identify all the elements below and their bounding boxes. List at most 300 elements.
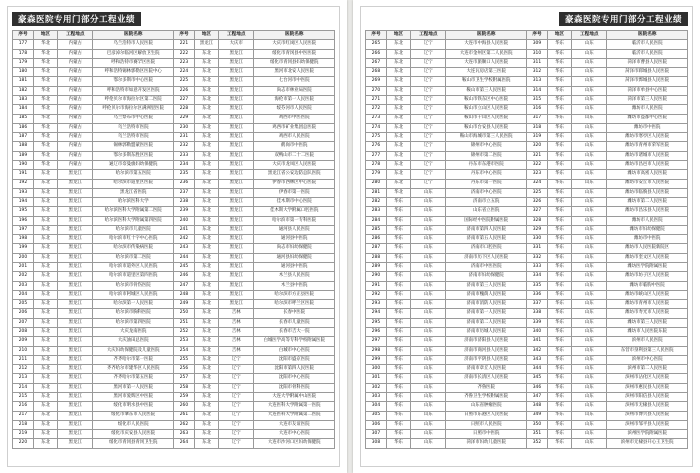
table-row [366,355,688,364]
table-row [366,225,688,234]
left-table-body [13,40,335,448]
cell-hospital: 鞍山市台安县人民医院 [446,123,527,132]
cell-hospital: 菏泽市第三人民医院 [607,95,688,104]
cell-no: 291 [366,281,387,290]
cell-hospital: 伊春市西林区中心医院 [254,179,335,188]
cell-hospital: 呼伦贝尔市海拉尔区第二医院 [93,95,174,104]
cell-no: 230 [173,123,194,132]
cell-region: 东北 [194,244,218,253]
cell-hospital: 鄂尔多斯市中心医院 [93,77,174,86]
cell-hospital: 大庆市龙凤区人民医院 [254,160,335,169]
cell-region: 华东 [547,198,571,207]
cell-hospital: 绥化市庆安县人民医院 [93,430,174,439]
cell-no: 285 [366,225,387,234]
cell-no: 201 [13,263,34,272]
cell-no: 250 [173,309,194,318]
cell-region: 东北 [386,86,410,95]
cell-no: 287 [366,244,387,253]
cell-no: 223 [173,58,194,67]
cell-site: 山东 [411,216,446,225]
cell-site: 山东 [411,281,446,290]
cell-hospital: 齐鲁卫生学校附属医院 [446,392,527,401]
cell-region: 华东 [547,300,571,309]
cell-region: 华东 [386,355,410,364]
cell-hospital: 呼和浩特市赛罕区医院 [93,58,174,67]
cell-no: 348 [526,402,547,411]
cell-no: 262 [173,420,194,429]
cell-site: 黑龙江 [58,337,93,346]
cell-hospital: 哈尔滨市第一专科医院 [254,216,335,225]
cell-region: 东北 [194,263,218,272]
cell-hospital: 大连市中海县人民医院 [446,40,527,49]
cell-no: 209 [13,337,34,346]
cell-site: 辽宁 [219,402,254,411]
cell-no: 318 [526,123,547,132]
cell-hospital: 济南市商河县人民医院 [446,346,527,355]
cell-site: 山东 [572,133,607,142]
cell-no: 276 [366,142,387,151]
cell-hospital: 黑龙江省公安边防总队医院 [254,170,335,179]
cell-region: 东北 [33,188,57,197]
cell-site: 黑龙江 [58,253,93,262]
cell-site: 黑龙江 [219,86,254,95]
table-row [366,263,688,272]
cell-region: 华东 [547,49,571,58]
cell-region: 华东 [547,58,571,67]
cell-site: 辽宁 [219,355,254,364]
cell-site: 山东 [411,207,446,216]
cell-site: 黑龙江 [219,281,254,290]
cell-site: 山东 [572,40,607,49]
cell-no: 346 [526,383,547,392]
cell-no: 314 [526,86,547,95]
cell-region: 黑龙江 [194,40,218,49]
cell-region: 华东 [547,133,571,142]
cell-site: 内蒙古 [58,95,93,104]
cell-no: 233 [173,151,194,160]
cell-site: 黑龙江 [219,290,254,299]
cell-region: 华东 [386,290,410,299]
cell-no: 202 [13,272,34,281]
cell-site: 山东 [572,151,607,160]
cell-region: 东北 [194,392,218,401]
cell-region: 华东 [547,95,571,104]
cell-no: 241 [173,225,194,234]
cell-site: 辽宁 [219,383,254,392]
cell-hospital: 山东省立医院 [446,207,527,216]
cell-hospital: 双鸭山市二十二医院 [254,151,335,160]
cell-site: 黑龙江 [219,207,254,216]
cell-hospital: 通河县人民医院 [254,225,335,234]
table-row [366,328,688,337]
cell-region: 华北 [33,142,57,151]
cell-no: 300 [366,365,387,374]
cell-site: 黑龙江 [58,383,93,392]
col-no-2: 序号 [173,31,194,40]
cell-hospital: 哈尔滨市道外区人民医院 [93,263,174,272]
cell-no: 208 [13,328,34,337]
col-hospital-2: 医院名称 [607,31,688,40]
col-site-2: 工程地点 [219,31,254,40]
cell-region: 华东 [386,244,410,253]
cell-site: 山东 [411,346,446,355]
cell-no: 210 [13,346,34,355]
cell-no: 296 [366,328,387,337]
cell-site: 山东 [572,58,607,67]
cell-no: 327 [526,207,547,216]
cell-no: 248 [173,290,194,299]
table-row [13,151,335,160]
cell-site: 辽宁 [411,95,446,104]
cell-region: 东北 [33,290,57,299]
cell-no: 220 [13,439,34,448]
cell-hospital: 济南市章丘人民医院 [446,365,527,374]
cell-site: 山东 [411,355,446,364]
table-row [13,430,335,439]
cell-hospital: 佳木斯大学附属口腔医院 [254,207,335,216]
cell-site: 内蒙古 [58,123,93,132]
cell-no: 303 [366,392,387,401]
cell-no: 263 [173,430,194,439]
cell-region: 华东 [547,86,571,95]
cell-region: 东北 [33,337,57,346]
cell-site: 黑龙江 [58,402,93,411]
cell-hospital: 潍坊市第三人民医院 [607,318,688,327]
table-row [366,170,688,179]
cell-no: 333 [526,263,547,272]
cell-no: 279 [366,170,387,179]
cell-no: 236 [173,179,194,188]
cell-region: 东北 [194,216,218,225]
cell-no: 243 [173,244,194,253]
cell-hospital: 哈尔滨医科大学附属第四医院 [93,216,174,225]
cell-hospital: 哈尔滨市胸科医院 [93,309,174,318]
table-row [13,142,335,151]
table-row [366,411,688,420]
cell-no: 182 [13,86,34,95]
cell-region: 华北 [33,114,57,123]
cell-hospital: 济南市平阴县人民医院 [446,355,527,364]
table-row [13,114,335,123]
cell-hospital: 海伦市第一人民医院 [254,95,335,104]
right-title-bar [365,11,688,27]
cell-hospital: 哈尔滨市第二医院 [93,253,174,262]
cell-hospital: 绥化市青冈县青冈卫生院 [93,439,174,448]
cell-no: 258 [173,383,194,392]
cell-region: 东北 [386,142,410,151]
cell-site: 黑龙江 [219,170,254,179]
cell-region: 东北 [386,49,410,58]
table-row [13,374,335,383]
cell-site: 吉林 [219,318,254,327]
cell-site: 辽宁 [411,133,446,142]
table-row [366,374,688,383]
cell-no: 299 [366,355,387,364]
cell-region: 华东 [547,179,571,188]
cell-site: 山东 [411,253,446,262]
cell-site: 辽宁 [411,142,446,151]
cell-site: 黑龙江 [58,235,93,244]
cell-hospital: 济南市历城人民医院 [446,328,527,337]
cell-region: 东北 [33,281,57,290]
right-table-body [366,40,688,448]
left-page [0,0,347,473]
cell-region: 华北 [33,160,57,169]
cell-region: 华东 [547,420,571,429]
cell-region: 东北 [33,318,57,327]
cell-region: 华北 [33,151,57,160]
cell-hospital: 潍坊市第二人民医院 [607,198,688,207]
right-title: 豪森医院专用门部分工程业绩 [559,12,688,26]
cell-region: 东北 [194,151,218,160]
cell-region: 东北 [33,235,57,244]
table-row [366,281,688,290]
cell-no: 222 [173,49,194,58]
cell-no: 343 [526,355,547,364]
cell-no: 228 [173,105,194,114]
cell-site: 黑龙江 [58,170,93,179]
cell-region: 东北 [194,439,218,448]
cell-region: 华东 [547,235,571,244]
cell-hospital: 齐齐哈尔市建华区人民医院 [93,365,174,374]
cell-no: 277 [366,151,387,160]
cell-site: 山东 [572,216,607,225]
cell-site: 黑龙江 [219,142,254,151]
cell-region: 东北 [33,402,57,411]
cell-no: 292 [366,290,387,299]
cell-no: 178 [13,49,34,58]
cell-region: 华东 [386,420,410,429]
cell-site: 内蒙古 [58,68,93,77]
cell-no: 336 [526,290,547,299]
table-row [366,68,688,77]
cell-site: 黑龙江 [219,272,254,281]
table-row [366,58,688,67]
table-row [13,309,335,318]
cell-no: 259 [173,392,194,401]
table-row [13,402,335,411]
cell-site: 山东 [411,420,446,429]
cell-no: 338 [526,309,547,318]
cell-hospital: 潍坊市昌乐县人民医院 [607,207,688,216]
table-row [366,309,688,318]
cell-region: 东北 [194,225,218,234]
cell-no: 200 [13,253,34,262]
cell-no: 335 [526,281,547,290]
cell-site: 山东 [572,263,607,272]
cell-site: 山东 [572,142,607,151]
cell-region: 华东 [386,365,410,374]
cell-site: 山东 [572,49,607,58]
cell-hospital: 通辽市奈曼旗妇幼保健院 [93,160,174,169]
cell-no: 186 [13,123,34,132]
cell-site: 山东 [572,290,607,299]
cell-region: 华东 [547,123,571,132]
cell-region: 东北 [33,225,57,234]
cell-hospital: 滨州市惠民县人民医院 [607,383,688,392]
cell-no: 257 [173,374,194,383]
cell-hospital: 临沂市人民医院 [607,40,688,49]
cell-region: 东北 [33,420,57,429]
cell-no: 313 [526,77,547,86]
cell-region: 华北 [33,40,57,49]
cell-region: 华东 [547,263,571,272]
cell-site: 山东 [572,170,607,179]
cell-no: 275 [366,133,387,142]
cell-region: 东北 [194,355,218,364]
cell-site: 内蒙古 [58,133,93,142]
col-hospital-1: 医院名称 [446,31,527,40]
cell-hospital: 潍坊市人民医院新院区 [607,244,688,253]
right-page-inner [360,6,693,467]
table-row [366,253,688,262]
cell-no: 340 [526,328,547,337]
cell-no: 339 [526,318,547,327]
cell-site: 黑龙江 [58,300,93,309]
table-row [366,105,688,114]
cell-hospital: 东营市垦利县第三人民医院 [607,346,688,355]
cell-region: 东北 [194,420,218,429]
cell-region: 东北 [194,179,218,188]
cell-no: 211 [13,355,34,364]
table-row [366,179,688,188]
col-site-2: 工程地点 [572,31,607,40]
cell-hospital: 济南市第一人民医院 [446,309,527,318]
cell-no: 266 [366,49,387,58]
cell-site: 黑龙江 [58,346,93,355]
cell-site: 山东 [411,272,446,281]
cell-site: 山东 [572,355,607,364]
cell-no: 308 [366,439,387,448]
cell-site: 辽宁 [219,439,254,448]
cell-hospital: 济南市第二人民医院 [446,318,527,327]
cell-site: 山东 [572,105,607,114]
cell-no: 249 [173,300,194,309]
cell-hospital: 绥化市肇东市人民医院 [93,411,174,420]
cell-region: 东北 [386,40,410,49]
cell-hospital: 济南市长清区人民医院 [446,374,527,383]
cell-region: 东北 [194,133,218,142]
cell-hospital: 济南市中医医院 [446,263,527,272]
cell-site: 山东 [411,244,446,253]
cell-hospital: 黑河市北安人民医院 [254,68,335,77]
cell-region: 东北 [194,253,218,262]
right-table-head [366,31,688,40]
cell-no: 184 [13,105,34,114]
cell-hospital: 伊春市第一医院 [254,188,335,197]
cell-hospital: 潍坊市奎文区人民医院 [607,253,688,262]
cell-hospital: 哈尔滨医科大学 [93,198,174,207]
cell-hospital: 滨州市邹平县人民医院 [607,420,688,429]
cell-region: 华东 [547,383,571,392]
cell-region: 华东 [547,309,571,318]
cell-no: 307 [366,430,387,439]
cell-site: 内蒙古 [58,40,93,49]
table-row [13,346,335,355]
table-row [366,216,688,225]
cell-site: 黑龙江 [58,216,93,225]
cell-no: 218 [13,420,34,429]
cell-hospital: 滨州市阳信县人民医院 [607,392,688,401]
cell-site: 山东 [411,383,446,392]
cell-region: 华东 [386,207,410,216]
cell-site: 吉林 [219,328,254,337]
table-row [13,123,335,132]
table-row [13,77,335,86]
table-row [13,355,335,364]
cell-region: 东北 [33,207,57,216]
cell-hospital: 鞍山市海城市第三人民医院 [446,133,527,142]
table-row [13,207,335,216]
cell-region: 东北 [33,272,57,281]
cell-hospital: 临沂市人民医院 [607,49,688,58]
left-title-wrap [12,12,335,26]
table-row [366,272,688,281]
cell-site: 山东 [572,374,607,383]
table-row [366,77,688,86]
cell-no: 199 [13,244,34,253]
cell-site: 黑龙江 [58,188,93,197]
cell-site: 内蒙古 [58,151,93,160]
cell-region: 华东 [547,392,571,401]
cell-site: 山东 [572,68,607,77]
cell-hospital: 哈尔滨市第五医院 [93,170,174,179]
cell-site: 山东 [572,198,607,207]
cell-site: 黑龙江 [58,355,93,364]
cell-no: 240 [173,216,194,225]
table-row [13,253,335,262]
table-row [366,133,688,142]
cell-site: 山东 [411,430,446,439]
table-row [366,244,688,253]
cell-no: 189 [13,151,34,160]
table-row [13,290,335,299]
table-row [366,198,688,207]
cell-hospital: 大连市友谊医院 [254,420,335,429]
cell-region: 华东 [547,114,571,123]
cell-hospital: 潍坊市临朐县人民医院 [607,188,688,197]
cell-no: 269 [366,77,387,86]
cell-hospital: 滨州市无棣县人民医院 [607,402,688,411]
cell-no: 334 [526,272,547,281]
cell-hospital: 呼和浩特市如意开发区医院 [93,86,174,95]
cell-region: 华东 [547,346,571,355]
cell-region: 华东 [386,430,410,439]
cell-no: 246 [173,272,194,281]
cell-site: 山东 [572,114,607,123]
cell-site: 辽宁 [411,86,446,95]
cell-hospital: 白城市中心医院 [254,346,335,355]
cell-no: 244 [173,253,194,262]
cell-site: 黑龙江 [58,263,93,272]
left-table-head [13,31,335,40]
table-row [366,86,688,95]
table-row [366,318,688,327]
cell-hospital: 潍坊市人民医院东院 [607,328,688,337]
cell-region: 华东 [547,337,571,346]
right-title-wrap [365,12,688,26]
cell-no: 217 [13,411,34,420]
cell-hospital: 沈阳市第四人民医院 [254,365,335,374]
cell-site: 黑龙江 [219,151,254,160]
cell-site: 辽宁 [411,77,446,86]
cell-hospital: 锦州市中心医院 [446,142,527,151]
cell-site: 黑龙江 [219,114,254,123]
cell-region: 东北 [194,430,218,439]
cell-region: 华东 [547,281,571,290]
cell-region: 华北 [33,86,57,95]
cell-no: 267 [366,58,387,67]
